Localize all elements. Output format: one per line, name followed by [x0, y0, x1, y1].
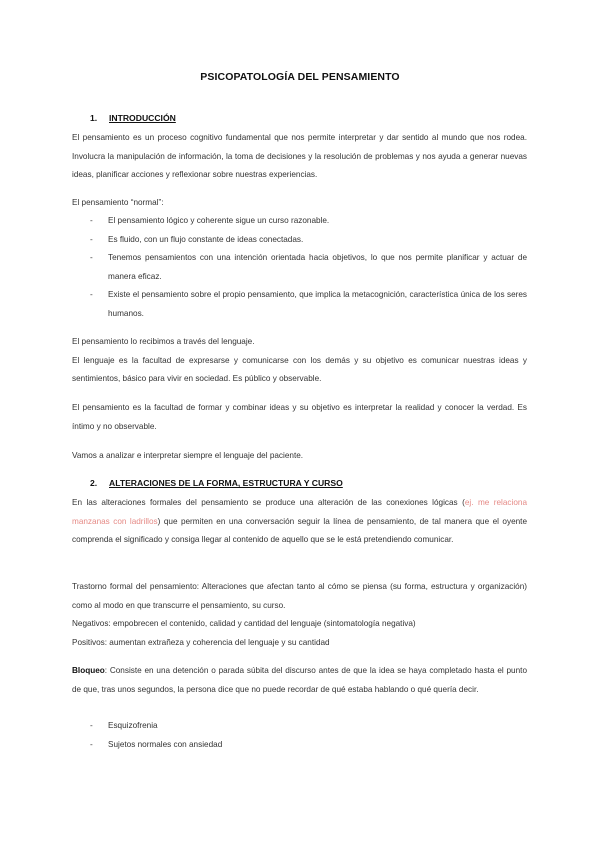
page-title: PSICOPATOLOGÍA DEL PENSAMIENTO — [200, 71, 400, 83]
section-number: 2. — [90, 478, 98, 488]
list-item: - Es fluido, con un flujo constante de ideas conectadas. — [90, 234, 304, 244]
thought-definition-paragraph: El pensamiento es la facultad de formar y combinar ideas y su objetivo es interpretar la realidad y conocer la verdad. Es íntimo y no observable. — [72, 403, 527, 431]
list-item: - Esquizofrenia — [90, 721, 158, 730]
blocking-list — [90, 717, 527, 754]
disorder-paragraph — [72, 578, 527, 652]
intro-paragraph: El pensamiento es un proceso cognitivo fundamental que nos permite interpretar y dar sentido al mundo que nos rodea. Involucra la manipulación de información, la toma de decisiones y la resolución de problemas y nos ayuda a generar nuevas ideas, planificar acciones y reflexionar sobre nuestras experiencias. — [72, 133, 527, 179]
language-sentence: El pensamiento lo recibimos a través del lenguaje. — [72, 337, 255, 346]
language-paragraph — [72, 333, 527, 389]
formal-alterations-paragraph: En las alteraciones formales del pensamiento se produce una alteración de las conexiones lógicas (ej. me relaciona manzanas con ladrillos) que permiten en una conversación seguir la línea de pensamiento, de tal manera que el oyente comprenda el significado y consiga llegar al contenido de aquello que se le está pretendiendo comunicar. — [72, 498, 528, 544]
normal-thought-label: El pensamiento “normal”: — [72, 198, 164, 207]
blocking-paragraph: Bloqueo: Consiste en una detención o parada súbita del discurso antes de que la idea se haya completado hasta el punto de que, tras unos segundos, la persona dice que no puede recordar de qué estaba hablando o qué quería decir. — [72, 666, 527, 694]
positive-symptoms: Positivos: aumentan extrañeza y coherencia del lenguaje y su cantidad — [72, 637, 330, 647]
example-note: ej. me relaciona manzanas con ladrillos — [72, 498, 528, 526]
section-1-heading — [90, 113, 176, 123]
negative-symptoms: Negativos: empobrecen el contenido, calidad y cantidad del lenguaje (sintomatología negativa) — [72, 619, 416, 628]
list-item: - Sujetos normales con ansiedad — [90, 739, 223, 749]
section-2-heading — [90, 478, 343, 488]
section-number: 1. — [90, 113, 98, 123]
list-item: - El pensamiento lógico y coherente sigue un curso razonable. — [90, 216, 330, 225]
normal-thought-list — [90, 212, 527, 323]
blocking-term: Bloqueo — [72, 666, 105, 675]
section-title: INTRODUCCIÓN — [109, 113, 176, 123]
disorder-definition: Trastorno formal del pensamiento: Alteraciones que afectan tanto al cómo se piensa (su forma, estructura y organización) como al modo en que transcurre el pensamiento, su curso. — [72, 582, 527, 610]
section-title: ALTERACIONES DE LA FORMA, ESTRUCTURA Y CURSO — [109, 478, 343, 488]
language-definition: El lenguaje es la facultad de expresarse y comunicarse con los demás y su objetivo es comunicar nuestras ideas y sentimientos, básico para vivir en sociedad. Es público y observable. — [72, 355, 527, 383]
list-item: - Tenemos pensamientos con una intención orientada hacia objetivos, lo que nos permite planificar y actuar de manera eficaz. — [90, 253, 527, 281]
list-item: - Existe el pensamiento sobre el propio pensamiento, que implica la metacognición, característica única de los seres humanos. — [90, 290, 527, 318]
analyze-paragraph: Vamos a analizar e interpretar siempre el lenguaje del paciente. — [72, 451, 304, 460]
